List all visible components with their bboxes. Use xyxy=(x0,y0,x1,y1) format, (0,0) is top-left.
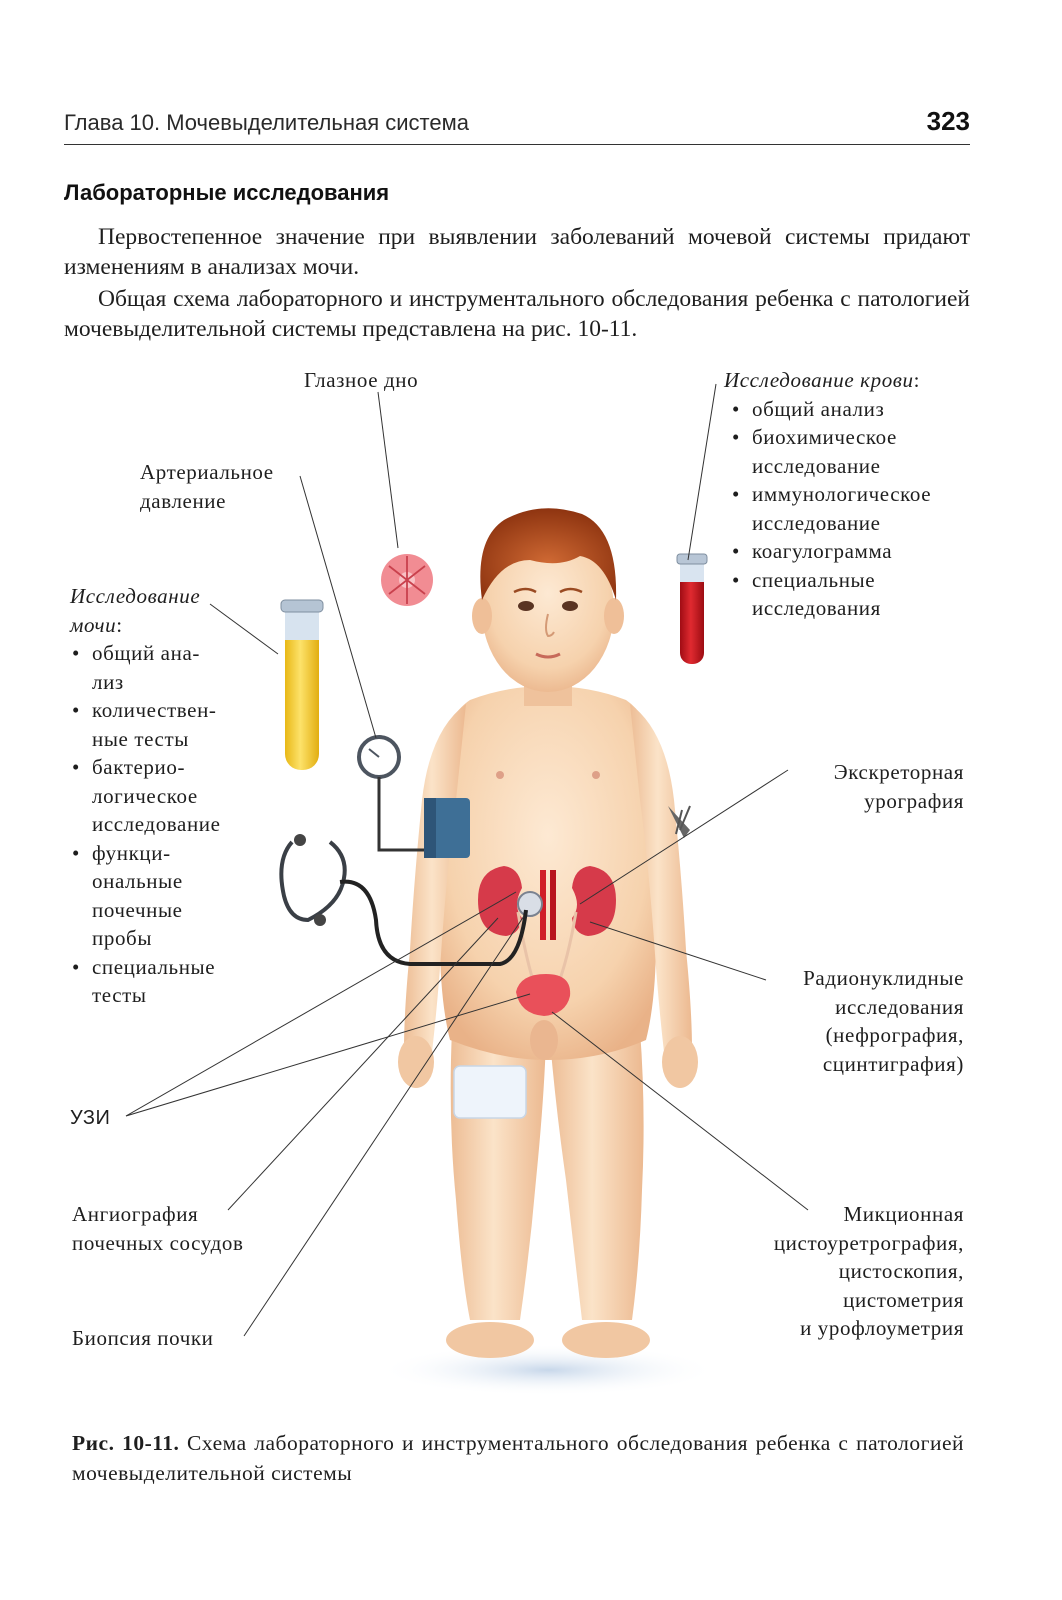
right-nipple xyxy=(592,771,600,779)
label-blood-pressure xyxy=(140,458,274,515)
list-item: • функци- ональные почечные пробы xyxy=(70,839,221,953)
leader-blood xyxy=(688,384,716,560)
urine-test-tube xyxy=(281,600,323,770)
label-radio-line-4: сцинтиграфия) xyxy=(822,1051,964,1076)
caption-label: Рис. 10-11. xyxy=(72,1431,180,1455)
list-item: • иммунологическое исследование xyxy=(730,480,931,537)
paragraph-1: Первостепенное значение при выявлении заболеваний мочевой системы придают изменениям в анализах мочи. xyxy=(64,224,970,280)
vena-cava xyxy=(550,870,556,940)
fundus-image xyxy=(381,554,433,606)
label-uzi: УЗИ xyxy=(70,1107,111,1129)
leader-fundus xyxy=(378,392,398,548)
label-radio-line-1: Радионуклидные xyxy=(803,966,964,990)
right-foot xyxy=(562,1322,650,1358)
label-bp-line-2: давление xyxy=(140,488,227,513)
label-bp-line-1: Артериальное xyxy=(140,460,274,484)
list-item: • бактерио- логическое исследование xyxy=(70,753,221,839)
list-item: • специальные тесты xyxy=(70,953,221,1010)
urine-test-block xyxy=(70,582,221,1010)
list-item: • количествен- ные тесты xyxy=(70,696,221,753)
label-biopsy: Биопсия почки xyxy=(72,1326,214,1350)
right-ear xyxy=(604,598,624,634)
leg-bandage xyxy=(454,1066,526,1118)
groin xyxy=(530,1020,558,1060)
label-miction-line-2: цистоуретрография, xyxy=(773,1230,964,1255)
blood-test-list xyxy=(730,395,931,623)
label-radio-line-2: исследования xyxy=(835,994,964,1019)
blood-test-tube xyxy=(677,554,707,664)
label-excretory-urography xyxy=(834,758,964,815)
list-item: • специальные исследования xyxy=(730,566,931,623)
list-item: • общий анализ xyxy=(730,395,931,424)
child-figure xyxy=(398,508,698,1358)
label-fundus: Глазное дно xyxy=(304,368,419,392)
label-angio-line-1: Ангиография xyxy=(72,1202,199,1226)
label-miction-line-3: цистоскопия, xyxy=(838,1259,964,1283)
chapter-title: Глава 10. Мочевыделительная система xyxy=(64,110,469,135)
label-radio-line-3: (нефрография, xyxy=(825,1023,964,1047)
list-item: • коагулограмма xyxy=(730,537,931,566)
right-hand xyxy=(662,1036,698,1088)
urine-test-list xyxy=(70,639,221,1010)
urine-test-title-line-1: Исследование xyxy=(70,584,201,608)
urine-test-title-line-2: мочи xyxy=(70,612,117,637)
left-ear xyxy=(472,598,492,634)
left-foot xyxy=(446,1322,534,1358)
label-miction-line-1: Микционная xyxy=(843,1202,964,1226)
label-angiography xyxy=(72,1200,243,1257)
left-eye xyxy=(518,601,534,611)
label-excretory-line-2: урография xyxy=(864,788,964,813)
label-radionuclide xyxy=(803,964,964,1078)
left-nipple xyxy=(496,771,504,779)
page-number: 323 xyxy=(926,106,970,136)
blood-test-colon: : xyxy=(913,368,921,392)
label-excretory-line-1: Экскреторная xyxy=(833,760,964,784)
floor-shadow xyxy=(378,1344,718,1396)
label-miction-line-5: и урофлоуметрия xyxy=(800,1316,964,1340)
blood-test-title: Исследование крови xyxy=(724,368,914,392)
list-item: • биохимическое исследование xyxy=(730,423,931,480)
list-item: • общий ана- лиз xyxy=(70,639,221,696)
blood-test-block xyxy=(724,366,931,623)
figure-caption xyxy=(72,1428,964,1488)
ultrasound-probe xyxy=(518,892,542,916)
label-miction xyxy=(774,1200,964,1343)
section-title: Лабораторные исследования xyxy=(64,180,390,205)
label-miction-line-4: цистометрия xyxy=(843,1287,964,1312)
right-leg xyxy=(550,1030,644,1320)
left-hand xyxy=(398,1036,434,1088)
caption-text: Схема лабораторного и инструментального обследования ребенка с патологией мочевыделительной системы xyxy=(72,1431,964,1485)
right-eye xyxy=(562,601,578,611)
paragraph-2: Общая схема лабораторного и инструментального обследования ребенка с патологией мочевыделительной системы представлена на рис. 10-11. xyxy=(64,286,970,342)
urine-test-colon: : xyxy=(116,612,123,637)
label-angio-line-2: почечных сосудов xyxy=(72,1230,244,1255)
